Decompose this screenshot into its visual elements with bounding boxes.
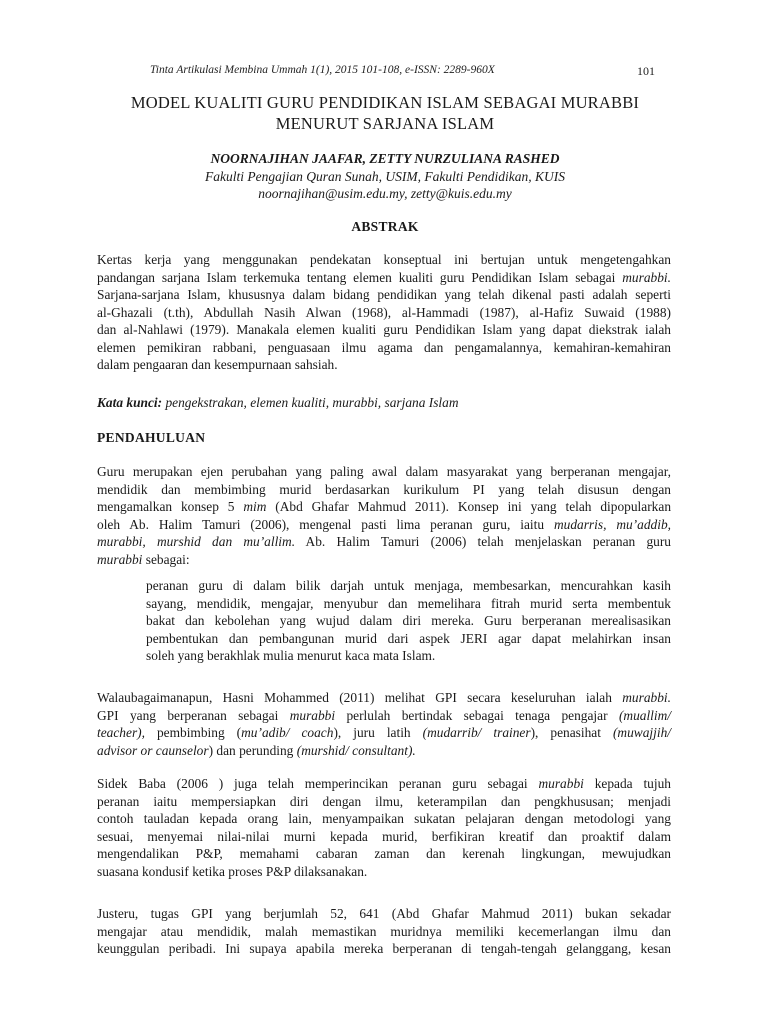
abstract-heading: ABSTRAK (351, 219, 419, 234)
keywords-text: pengekstrakan, elemen kualiti, murabbi, sarjana Islam (162, 395, 459, 410)
paragraph-line: murabbi, murshid dan mu’allim. Ab. Halim Tamuri (2006) telah menjelaskan peranan guru (97, 534, 672, 549)
author-affiliation: Fakulti Pengajian Quran Sunah, USIM, Fakulti Pendidikan, KUIS (205, 168, 565, 184)
quote-line: soleh yang berakhlak mulia menurut kaca mata Islam. (146, 648, 436, 663)
paragraph-sidek-baba (97, 775, 671, 880)
section-heading-pendahuluan: PENDAHULUAN (97, 430, 206, 445)
paragraph-line: mendidik dan membimbing murid berdasarkan kurikulum PI yang telah disusun dengan (97, 481, 671, 497)
paragraph-line: keunggulan peribadi. Ini supaya apabila mereka berperanan di tengah-tengah gelanggang, kesan (97, 941, 671, 956)
abstract-line: pandangan sarjana Islam terkemuka tentang elemen kualiti guru Pendidikan Islam sebagai murabbi. (97, 269, 671, 285)
paragraph-line: peranan iaitu mempersiapkan diri dengan ilmu, keterampilan dan pengkhususan; menjadi (97, 793, 671, 809)
abstract-line: dan al-Nahlawi (1979). Manakala elemen kualiti guru Pendidikan Islam yang dapat diekstrak ialah (97, 322, 671, 337)
page-number: 101 (637, 64, 655, 78)
intro-paragraph (97, 463, 671, 568)
paper-title (90, 92, 680, 134)
paragraph-line: Walaubagaimanapun, Hasni Mohammed (2011) melihat GPI secara keseluruhan ialah murabbi. (97, 690, 671, 705)
paragraph-line: advisor or caunselor) dan perunding (murshid/ consultant). (97, 742, 416, 758)
paragraph-line: murabbi sebagai: (97, 551, 190, 567)
title-line-2: MENURUT SARJANA ISLAM (275, 114, 495, 133)
keywords (97, 394, 671, 412)
block-quote (146, 577, 671, 665)
paragraph-line: GPI yang berperanan sebagai murabbi perlulah bertindak sebagai tenaga pengajar (muallim/ (97, 707, 672, 723)
paragraph-line: Guru merupakan ejen perubahan yang paling awal dalam masyarakat yang berperanan mengajar, (97, 464, 671, 479)
quote-line: peranan guru di dalam bilik darjah untuk menjaga, membesarkan, mencurahkan kasih (146, 578, 671, 593)
abstract-line: elemen pemikiran rabbani, penguasaan ilmu agama dan pengamalannya, kemahiran-kemahiran (97, 339, 671, 355)
author-names: NOORNAJIHAN JAAFAR, ZETTY NURZULIANA RASHED (210, 151, 560, 166)
paragraph-line: sesuai, menyemai nilai-nilai murni kepada murid, berfikiran kreatif dan proaktif dalam (97, 828, 671, 844)
keywords-label: Kata kunci: (97, 395, 163, 410)
quote-line: bakat dan kebolehan yang wujud dalam diri mereka. Guru berperanan merealisasikan (146, 613, 671, 628)
paragraph-line: suasana kondusif ketika proses P&P dilaksanakan. (97, 863, 368, 879)
journal-citation: Tinta Artikulasi Membina Ummah 1(1), 2015 101-108, e-ISSN: 2289-960X (150, 64, 495, 76)
paragraph-line: teacher), pembimbing (mu’adib/ coach), juru latih (mudarrib/ trainer), penasihat (muwajjih/ (97, 725, 671, 740)
abstract-line: al-Ghazali (t.th), Abdullah Nasih Alwan (1968), al-Hammadi (1987), al-Hafiz Suwaid (1988) (97, 304, 671, 320)
paragraph-line: oleh Ab. Halim Tamuri (2006), mengenal pasti lima peranan guru, iaitu mudarris, mu’addib, (97, 516, 671, 532)
paragraph-line: mengajar atau mendidik, malah memastikan muridnya memiliki kecemerlangan ilmu dan (97, 923, 671, 939)
paragraph-line: contoh tauladan kepada orang lain, menyampaikan sukatan pelajaran dengan metodologi yang (97, 811, 671, 826)
paragraph-line: Sidek Baba (2006 ) juga telah memperincikan peranan guru sebagai murabbi kepada tujuh (97, 776, 671, 791)
abstract-line: Sarjana-sarjana Islam, khususnya dalam bidang pendidikan yang telah dikenal pasti adalah seperti (97, 287, 671, 302)
running-head (150, 64, 655, 76)
paragraph-walaubagaimanapun (97, 689, 671, 759)
paragraph-line: mengamalkan konsep 5 mim (Abd Ghafar Mahmud 2011). Konsep ini yang telah dipopularkan (97, 499, 672, 514)
author-emails: noornajihan@usim.edu.my, zetty@kuis.edu.my (258, 186, 512, 201)
paragraph-line: Justeru, tugas GPI yang berjumlah 52, 641 (Abd Ghafar Mahmud 2011) bukan sekadar (97, 906, 671, 921)
paragraph-justeru (97, 905, 671, 958)
quote-line: sayang, mendidik, mengajar, menyubur dan memelihara fitrah murid serta membentuk (146, 595, 671, 611)
author-block (90, 150, 680, 203)
abstract-body (97, 251, 671, 374)
abstract-line: dalam pengaaran dan kesempurnaan sahsiah. (97, 357, 338, 372)
title-line-1: MODEL KUALITI GURU PENDIDIKAN ISLAM SEBAGAI MURABBI (130, 93, 640, 112)
abstract-line: Kertas kerja yang menggunakan pendekatan konseptual ini bertujan untuk mengetengahkan (97, 252, 671, 267)
quote-line: pembentukan dan pembangunan murid dari aspek JERI agar dapat melahirkan insan (146, 630, 671, 646)
paragraph-line: mengendalikan P&P, memahami cabaran zaman dan kerenah lingkungan, mewujudkan (97, 846, 671, 861)
